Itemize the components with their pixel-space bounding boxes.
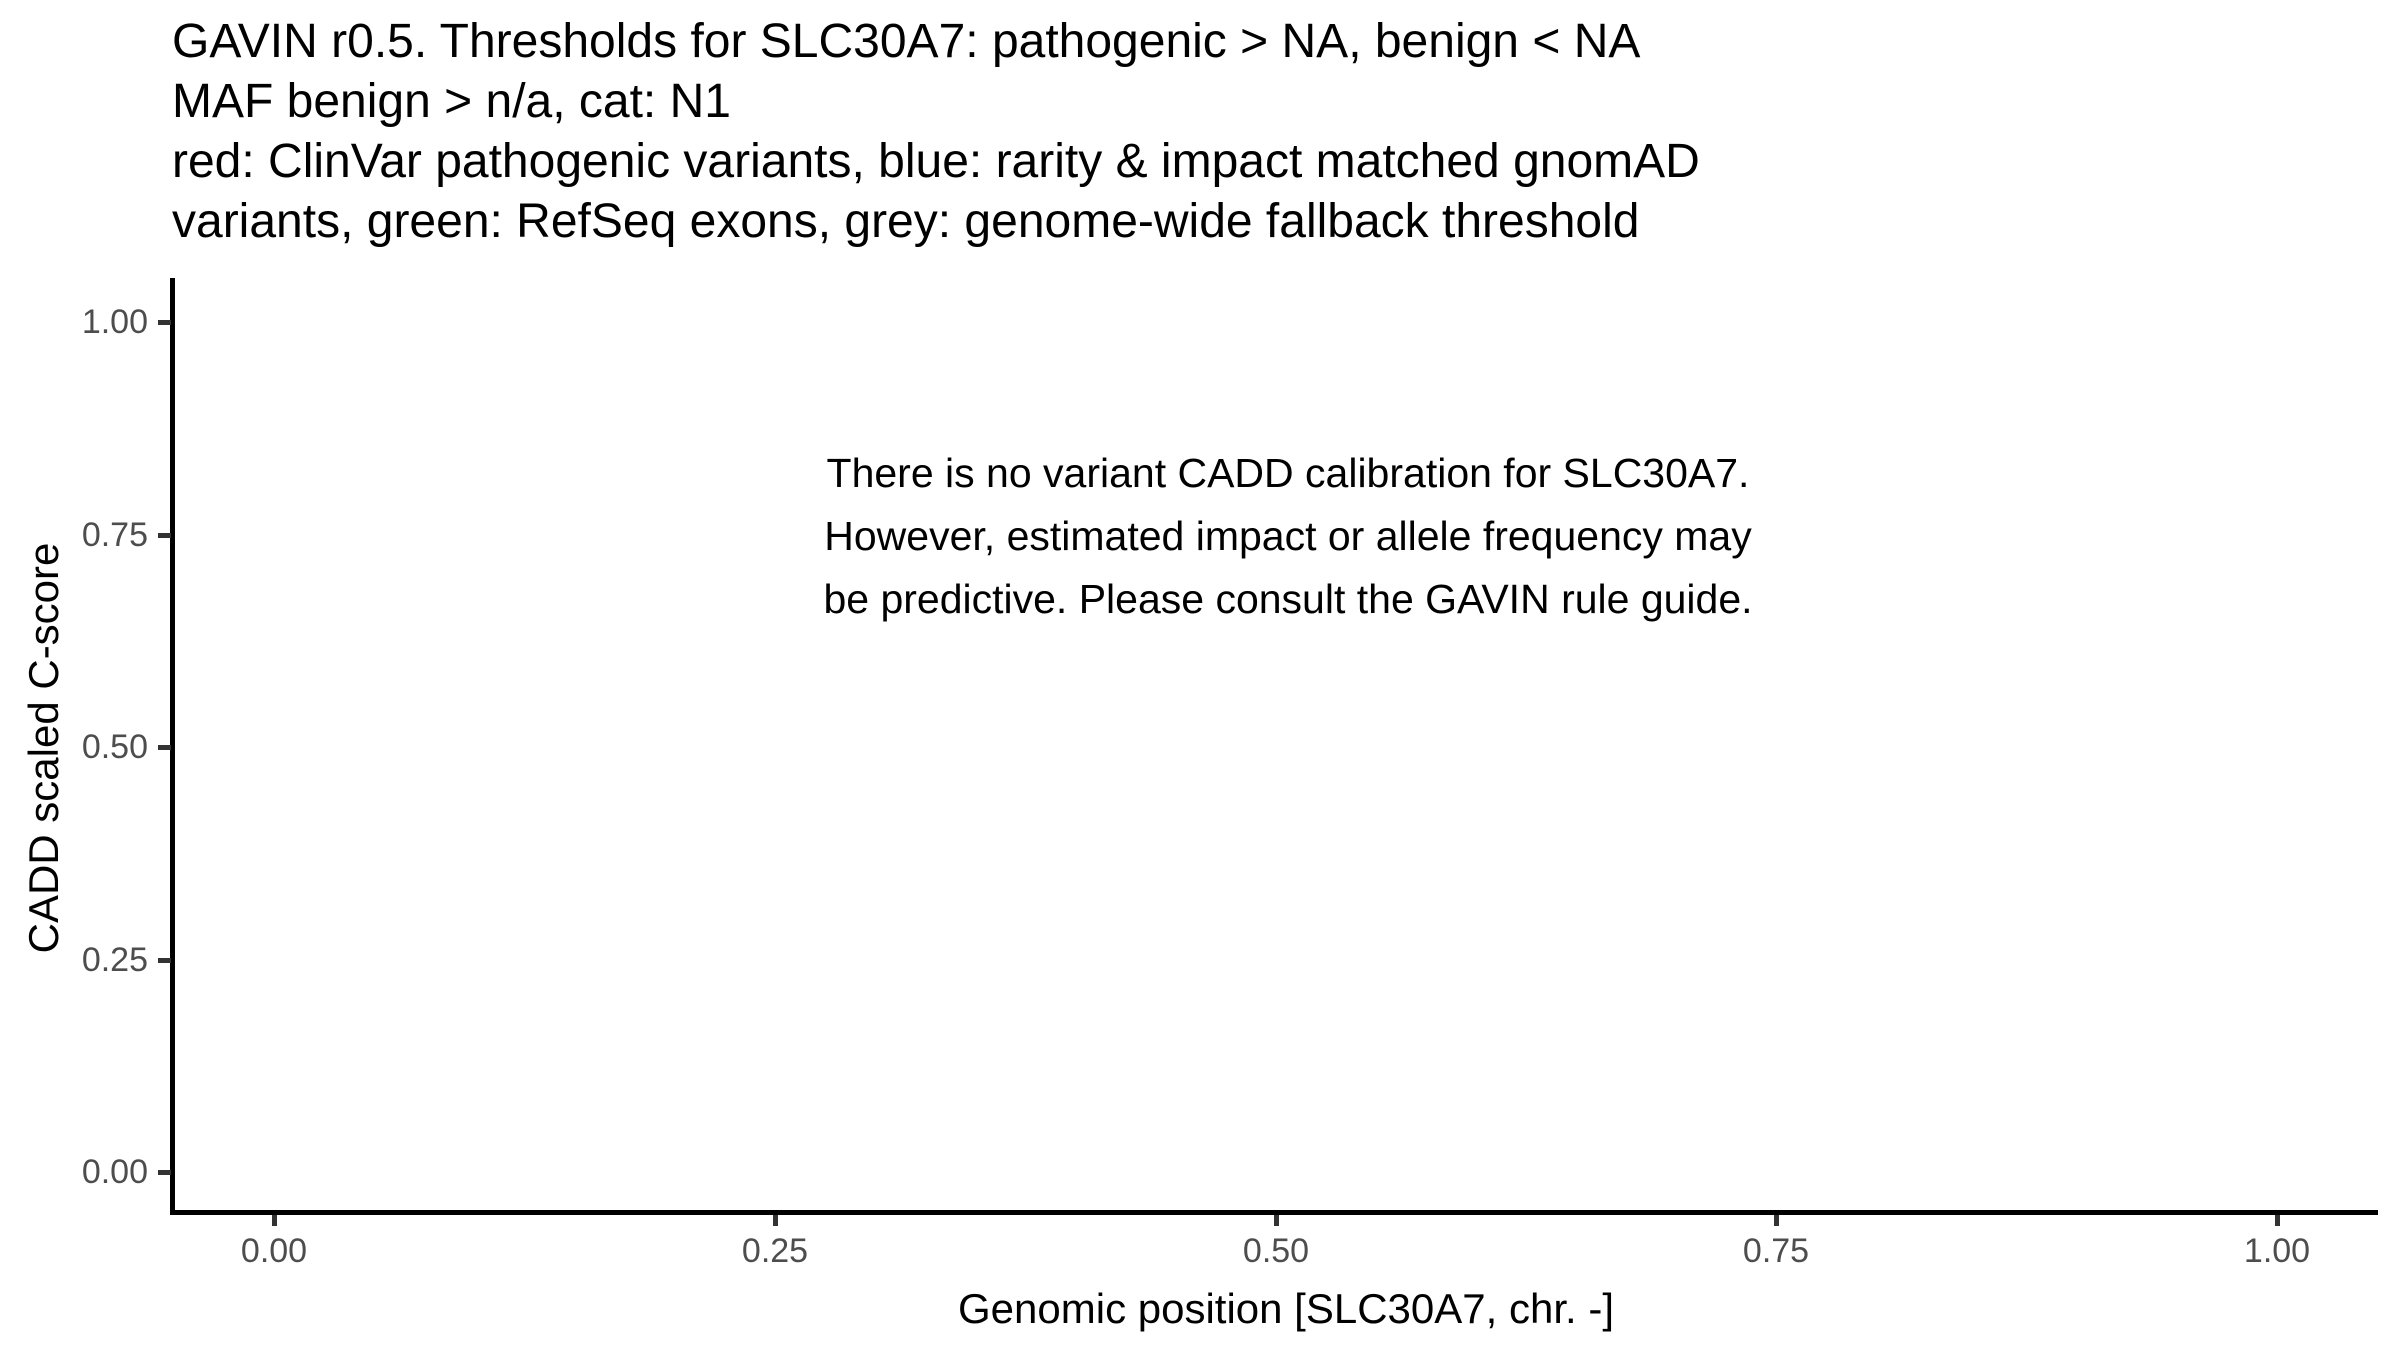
y-tick-label: 1.00 xyxy=(81,303,148,341)
x-tick-mark xyxy=(1274,1215,1279,1226)
x-axis-title: Genomic position [SLC30A7, chr. -] xyxy=(958,1285,1614,1332)
x-tick-label: 0.25 xyxy=(741,1232,809,1270)
x-tick-mark xyxy=(2275,1215,2280,1226)
plot-title-line-2: MAF benign > n/a, cat: N1 xyxy=(172,75,731,128)
panel-annotation-line-2: However, estimated impact or allele frequency may xyxy=(824,513,1752,559)
y-tick-label: 0.50 xyxy=(81,728,148,766)
panel-annotation xyxy=(823,442,1752,631)
y-tick-label: 0.75 xyxy=(81,516,148,554)
plot-title-line-3: red: ClinVar pathogenic variants, blue: rarity & impact matched gnomAD xyxy=(172,135,1700,188)
x-tick-label: 0.75 xyxy=(1742,1232,1810,1270)
y-axis-title: CADD scaled C-score xyxy=(20,542,67,954)
x-tick-label: 1.00 xyxy=(2243,1232,2311,1270)
y-tick-mark xyxy=(158,533,171,538)
y-tick-mark xyxy=(158,320,171,325)
panel-annotation-line-1: There is no variant CADD calibration for SLC30A7. xyxy=(826,450,1750,496)
x-tick-mark xyxy=(272,1215,277,1226)
x-tick-label: 0.50 xyxy=(1242,1232,1310,1270)
plot-title-line-4: variants, green: RefSeq exons, grey: genome-wide fallback threshold xyxy=(172,195,1640,248)
y-tick-label: 0.25 xyxy=(81,941,148,979)
y-tick-mark xyxy=(158,1170,171,1175)
plot-title xyxy=(172,12,1700,252)
y-tick-mark xyxy=(158,745,171,750)
x-tick-label: 0.00 xyxy=(240,1232,308,1270)
y-tick-label: 0.00 xyxy=(81,1153,148,1191)
panel-annotation-line-3: be predictive. Please consult the GAVIN rule guide. xyxy=(823,576,1753,622)
plot-title-line-1: GAVIN r0.5. Thresholds for SLC30A7: pathogenic > NA, benign < NA xyxy=(172,15,1641,68)
x-tick-mark xyxy=(1774,1215,1779,1226)
x-tick-mark xyxy=(773,1215,778,1226)
y-tick-mark xyxy=(158,958,171,963)
